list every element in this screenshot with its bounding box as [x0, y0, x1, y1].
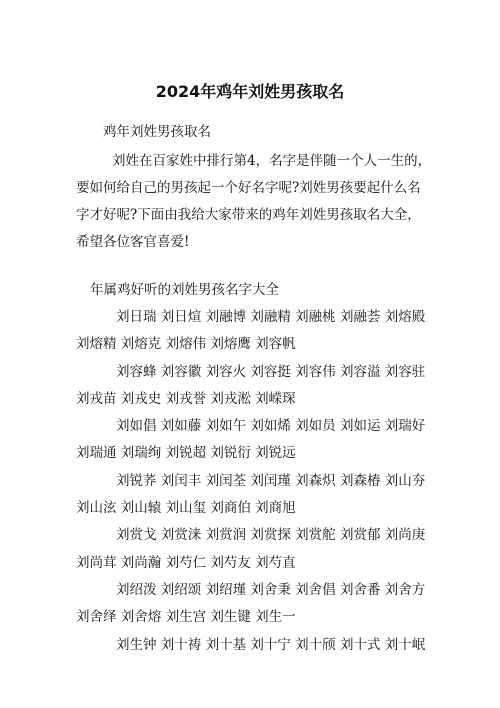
intro-paragraph: [76, 148, 446, 256]
name-list: [76, 304, 456, 659]
name-row: 刘锐荞 刘闰丰 刘闰荃 刘闰瑾 刘森炽 刘森椿 刘山夯: [116, 472, 426, 489]
name-row: 刘熔精 刘熔克 刘熔伟 刘熔鹰 刘容帆: [76, 336, 296, 353]
name-row: 刘舍绎 刘舍熔 刘生宫 刘生键 刘生一: [76, 609, 296, 626]
name-row: 刘瑞通 刘瑞绚 刘锐超 刘锐衍 刘锐远: [76, 445, 296, 462]
section-title: 年属鸡好听的刘姓男孩名字大全: [90, 282, 279, 298]
name-row: 刘戎苗 刘戎史 刘戎誉 刘戎淞 刘嵘琛: [76, 390, 296, 407]
document-title: 2024年鸡年刘姓男孩取名: [155, 82, 345, 101]
name-row: 刘赏戈 刘赏涞 刘赏润 刘赏探 刘赏舵 刘赏郁 刘尚庚: [116, 527, 426, 544]
intro-line: 希望各位客官喜爱!: [76, 234, 190, 250]
name-row: 刘山泫 刘山辕 刘山玺 刘商伯 刘商旭: [76, 500, 296, 517]
intro-line: 字才好呢?下面由我给大家带来的鸡年刘姓男孩取名大全，: [76, 207, 421, 223]
name-row: 刘尚茸 刘尚瀚 刘芍仁 刘芍友 刘芍直: [76, 554, 296, 571]
name-row: 刘日瑞 刘日煊 刘融博 刘融精 刘融桃 刘融荟 刘熔殿: [116, 309, 426, 325]
document-subhead: 鸡年刘姓男孩取名: [103, 124, 211, 140]
intro-line: 刘姓在百家姓中排行第4，名字是伴随一个人一生的，: [112, 153, 432, 169]
name-row: 刘生钟 刘十祷 刘十基 刘十宁 刘十颀 刘十式 刘十岷: [116, 636, 426, 653]
name-row: 刘绍泼 刘绍颂 刘绍瑾 刘舍秉 刘舍倡 刘舍番 刘舍方: [116, 581, 426, 598]
name-row: 刘容蜂 刘容徽 刘容火 刘容挺 刘容伟 刘容溢 刘容驻: [116, 363, 426, 380]
name-row: 刘如倡 刘如藤 刘如午 刘如烯 刘如员 刘如运 刘瑞好: [116, 418, 426, 435]
intro-line: 要如何给自己的男孩起一个好名字呢?刘姓男孩要起什么名: [76, 180, 421, 196]
